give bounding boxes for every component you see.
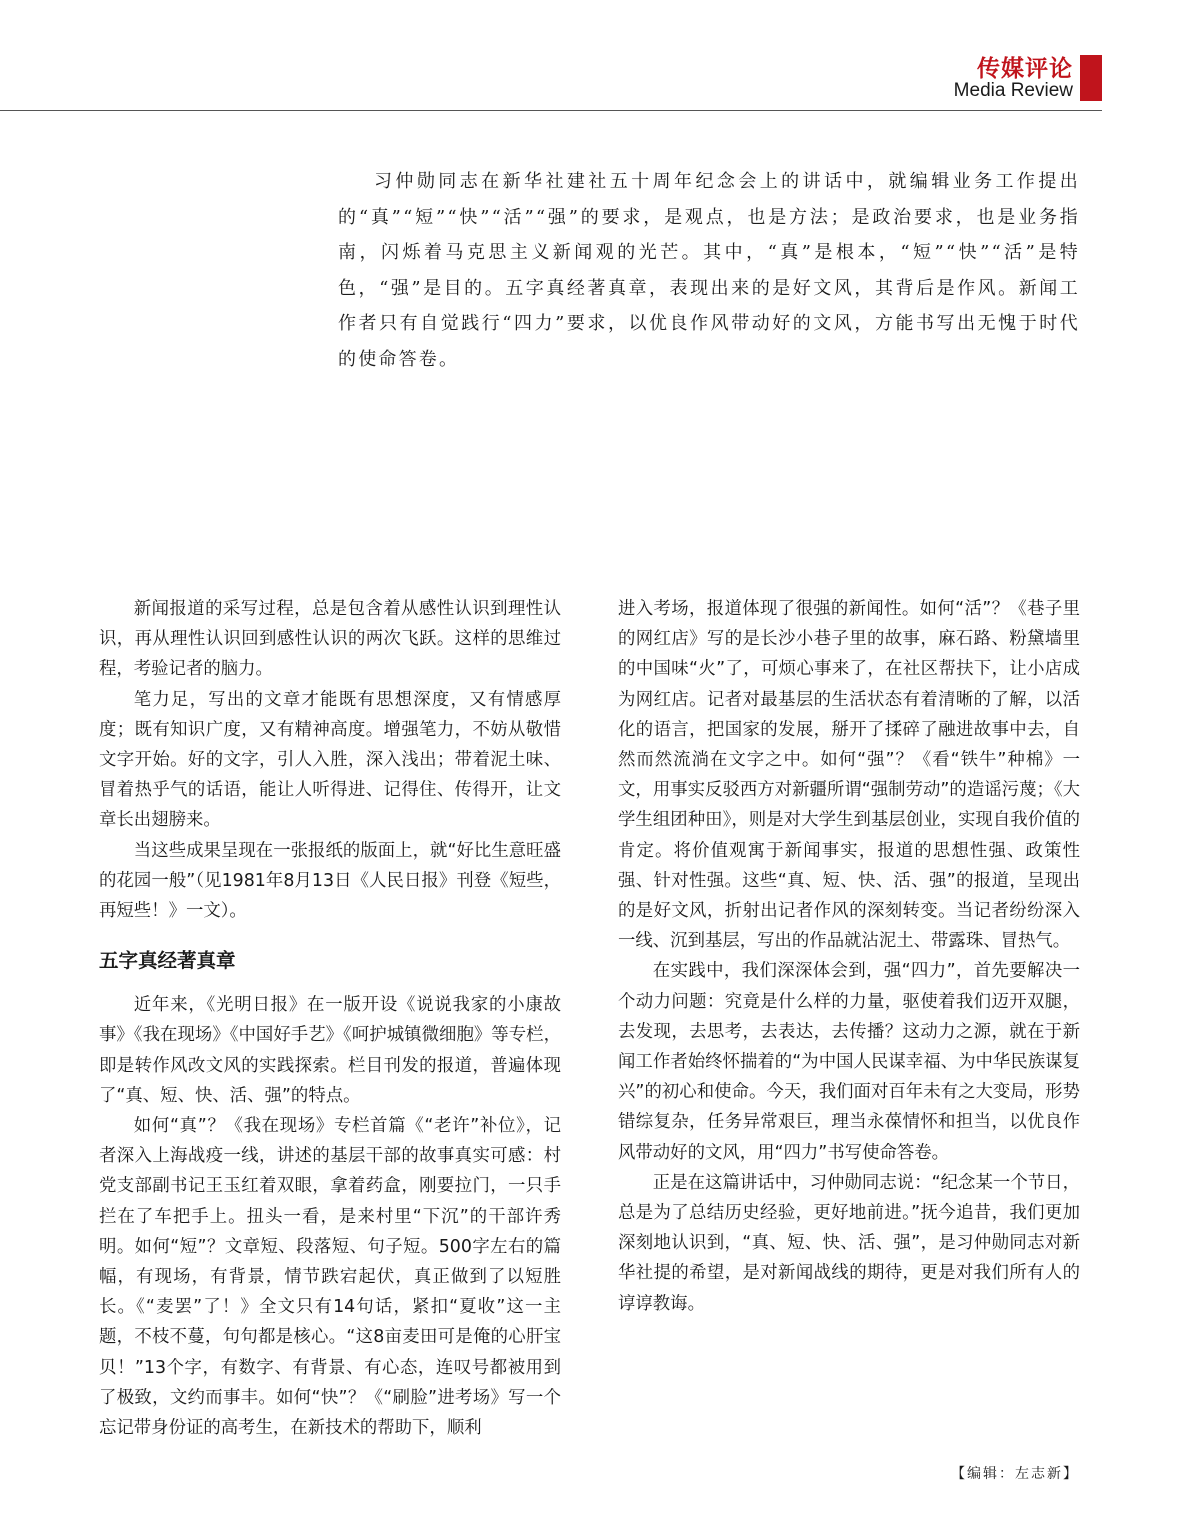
- paragraph: 如何“真”？《我在现场》专栏首篇《“老许”补位》，记者深入上海战疫一线，讲述的基层干部的故事真实可感：村党支部副书记王玉红着双眼，拿着药盒，刚要拉门，一只手拦在了车把手上。扭头一看，是来村里“下沉”的干部许秀明。如何“短”？文章短、段落短、句子短。500字左右的篇幅，有现场，有背景，情节跌宕起伏，真正做到了以短胜长。《“麦罢”了！》全文只有14句话，紧扣“夏收”这一主题，不枝不蔓，句句都是核心。“这8亩麦田可是俺的心肝宝贝！”13个字，有数字、有背景、有心态，连叹号都被用到了极致，文约而事丰。如何“快”？《“刷脸”进考场》写一个忘记带身份证的高考生，在新技术的帮助下，顺利: [99, 1116, 561, 1439]
- page-header: [0, 0, 1177, 112]
- journal-name-cn: 传媒评论: [977, 55, 1073, 82]
- left-column: [99, 594, 561, 1443]
- paragraph: 正是在这篇讲话中，习仲勋同志说：“纪念某一个节日，总是为了总结历史经验，更好地前进。”抚今追昔，我们更加深刻地认识到，“真、短、快、活、强”，是习仲勋同志对新华社提的希望，是对新闻战线的期待，更是对我们所有人的谆谆教诲。: [618, 1172, 1080, 1314]
- paragraph: 新闻报道的采写过程，总是包含着从感性认识到理性认识，再从理性认识回到感性认识的两次飞跃。这样的思维过程，考验记者的脑力。: [99, 599, 561, 680]
- header-divider: [0, 110, 1102, 111]
- brand-color-block: [1080, 55, 1102, 101]
- article-abstract: [338, 164, 1080, 377]
- abstract-text: 习仲勋同志在新华社建社五十周年纪念会上的讲话中，就编辑业务工作提出的“真”“短”“快”“活”“强”的要求，是观点，也是方法；是政治要求，也是业务指南，闪烁着马克思主义新闻观的光芒。其中，“真”是根本，“短”“快”“活”是特色，“强”是目的。五字真经著真章，表现出来的是好文风，其背后是作风。新闻工作者只有自觉践行“四力”要求，以优良作风带动好的文风，方能书写出无愧于时代的使命答卷。: [338, 171, 1080, 370]
- journal-name-en: Media Review: [953, 80, 1073, 101]
- right-column: [618, 594, 1080, 1319]
- editor-credit: 【编辑：左志新】: [951, 1466, 1079, 1482]
- paragraph: 笔力足，写出的文章才能既有思想深度，又有情感厚度；既有知识广度，又有精神高度。增强笔力，不妨从敬惜文字开始。好的文字，引人入胜，深入浅出；带着泥土味、冒着热乎气的话语，能让人听得进、记得住、传得开，让文章长出翅膀来。: [99, 689, 561, 831]
- paragraph: 当这些成果呈现在一张报纸的版面上，就“好比生意旺盛的花园一般”（见1981年8月13日《人民日报》刊登《短些，再短些！》一文）。: [99, 840, 561, 922]
- paragraph-continuation: 进入考场，报道体现了很强的新闻性。如何“活”？《巷子里的网红店》写的是长沙小巷子里的故事，麻石路、粉黛墙里的中国味“火”了，可烦心事来了，在社区帮扶下，让小店成为网红店。记者对最基层的生活状态有着清晰的了解，以活化的语言，把国家的发展，掰开了揉碎了融进故事中去，自然而然流淌在文字之中。如何“强”？《看“铁牛”种棉》一文，用事实反驳西方对新疆所谓“强制劳动”的造谣污蔑；《大学生组团种田》，则是对大学生到基层创业，实现自我价值的肯定。将价值观寓于新闻事实，报道的思想性强、政策性强、针对性强。这些“真、短、快、活、强”的报道，呈现出的是好文风，折射出记者作风的深刻转变。当记者纷纷深入一线、沉到基层，写出的作品就沾泥土、带露珠、冒热气。: [618, 599, 1080, 952]
- section-heading: 五字真经著真章: [99, 949, 236, 973]
- paragraph: 在实践中，我们深深体会到，强“四力”，首先要解决一个动力问题：究竟是什么样的力量，驱使着我们迈开双腿，去发现，去思考，去表达，去传播？这动力之源，就在于新闻工作者始终怀揣着的“为中国人民谋幸福、为中华民族谋复兴”的初心和使命。今天，我们面对百年未有之大变局，形势错综复杂，任务异常艰巨，理当永葆情怀和担当，以优良作风带动好的文风，用“四力”书写使命答卷。: [618, 961, 1080, 1163]
- paragraph: 近年来，《光明日报》在一版开设《说说我家的小康故事》《我在现场》《中国好手艺》《呵护城镇微细胞》等专栏，即是转作风改文风的实践探索。栏目刊发的报道，普遍体现了“真、短、快、活、强”的特点。: [99, 995, 561, 1106]
